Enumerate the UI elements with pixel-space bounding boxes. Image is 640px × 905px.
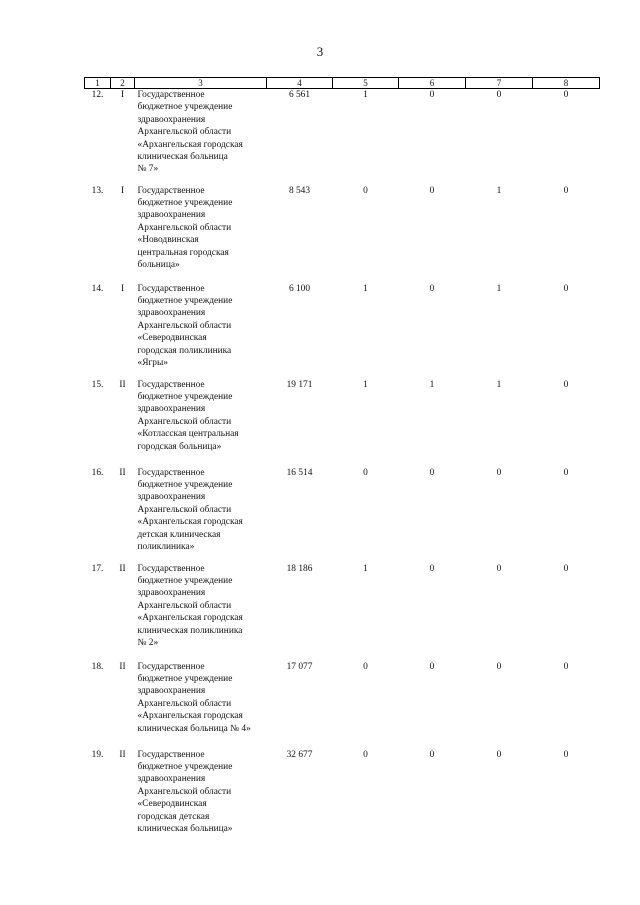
value-cell-col5: 0 bbox=[363, 661, 368, 672]
institution-name-line: клиническая больница» bbox=[137, 823, 233, 834]
value-cell-col8: 0 bbox=[563, 185, 569, 196]
institution-name-line: № 7» bbox=[137, 164, 159, 175]
facility-table bbox=[84, 77, 600, 847]
value-cell-col5: 0 bbox=[363, 467, 368, 478]
header-row bbox=[85, 78, 600, 89]
population-cell: 19 171 bbox=[286, 379, 313, 390]
institution-name-line: здравоохранения bbox=[137, 210, 206, 221]
institution-name-line: городская детская bbox=[137, 811, 210, 822]
value-cell-col7: 0 bbox=[496, 749, 502, 760]
value-cell-col8: 0 bbox=[563, 467, 569, 478]
table-body bbox=[85, 89, 600, 847]
value-cell-col7: 1 bbox=[496, 283, 502, 294]
value-cell-col5: 1 bbox=[363, 563, 368, 574]
institution-name-line: Государственное bbox=[137, 283, 205, 294]
value-cell-col6: 0 bbox=[429, 283, 435, 294]
institution-name-line: «Северодвинская bbox=[137, 333, 207, 344]
value-cell-col6: 0 bbox=[429, 563, 435, 574]
institution-name-line: Архангельской области bbox=[137, 127, 232, 138]
table-row bbox=[85, 379, 600, 467]
table-row bbox=[85, 661, 600, 749]
row-number: 17. bbox=[91, 563, 104, 574]
value-cell-col5: 0 bbox=[363, 185, 368, 196]
value-cell-col5: 0 bbox=[363, 749, 368, 760]
value-cell-col8: 0 bbox=[563, 379, 569, 390]
institution-name-line: клиническая поликлиника bbox=[137, 625, 243, 636]
institution-name-line: Архангельской области bbox=[137, 504, 232, 515]
value-cell-col7: 0 bbox=[496, 563, 502, 574]
column-header: 6 bbox=[399, 78, 466, 89]
population-cell: 32 677 bbox=[286, 749, 313, 760]
row-number: 13. bbox=[91, 185, 104, 196]
column-header: 3 bbox=[135, 78, 267, 89]
institution-name-line: Архангельской области bbox=[137, 698, 232, 709]
institution-name-line: бюджетное учреждение bbox=[137, 295, 233, 306]
institution-name-line: Архангельской области bbox=[137, 416, 232, 427]
institution-name-line: бюджетное учреждение bbox=[137, 479, 233, 490]
category-cell: II bbox=[119, 749, 126, 760]
institution-name-cell bbox=[135, 89, 267, 185]
table-row bbox=[85, 563, 600, 661]
institution-name-line: здравоохранения bbox=[137, 114, 206, 125]
value-cell-col5: 1 bbox=[363, 283, 368, 294]
table-row bbox=[85, 283, 600, 379]
value-cell-col6: 0 bbox=[429, 90, 435, 100]
column-header: 8 bbox=[533, 78, 600, 89]
table-row bbox=[85, 467, 600, 563]
value-cell-col7: 0 bbox=[496, 661, 502, 672]
value-cell-col8: 0 bbox=[563, 283, 569, 294]
value-cell-col6: 0 bbox=[429, 467, 435, 478]
institution-name-line: здравоохранения bbox=[137, 308, 206, 319]
column-header: 7 bbox=[466, 78, 533, 89]
row-number: 12. bbox=[91, 90, 104, 100]
institution-name-line: здравоохранения bbox=[137, 492, 206, 503]
institution-name-line: здравоохранения bbox=[137, 774, 206, 785]
row-number: 19. bbox=[91, 749, 104, 760]
population-cell: 18 186 bbox=[286, 563, 313, 574]
institution-name-cell bbox=[135, 563, 267, 661]
institution-name-cell bbox=[135, 661, 267, 749]
institution-name-line: Архангельской области bbox=[137, 600, 232, 611]
institution-name-line: больница» bbox=[137, 259, 180, 270]
table-header bbox=[85, 78, 600, 89]
table-row bbox=[85, 749, 600, 847]
row-number: 18. bbox=[91, 661, 104, 672]
category-cell: I bbox=[120, 283, 125, 294]
institution-name-line: детская клиническая bbox=[137, 529, 221, 540]
institution-name-line: клиническая больница № 4» bbox=[137, 723, 251, 734]
table-row bbox=[85, 185, 600, 283]
column-header: 2 bbox=[111, 78, 135, 89]
page-number: 3 bbox=[316, 44, 324, 59]
value-cell-col6: 0 bbox=[429, 185, 435, 196]
category-cell: II bbox=[119, 563, 126, 574]
institution-name-line: Государственное bbox=[137, 90, 205, 100]
institution-name-line: «Архангельская городская bbox=[137, 613, 243, 624]
category-cell: I bbox=[120, 185, 125, 196]
institution-name-line: Архангельской области bbox=[137, 786, 232, 797]
row-number: 15. bbox=[91, 379, 104, 390]
institution-name-line: «Ягры» bbox=[137, 357, 168, 368]
column-header: 5 bbox=[333, 78, 399, 89]
institution-name-line: «Архангельская городская bbox=[137, 139, 243, 150]
institution-name-line: «Архангельская городская bbox=[137, 517, 243, 528]
institution-name-line: «Архангельская городская bbox=[137, 711, 243, 722]
institution-name-cell bbox=[135, 749, 267, 847]
category-cell: II bbox=[119, 379, 126, 390]
value-cell-col7: 0 bbox=[496, 90, 502, 100]
population-cell: 6 100 bbox=[288, 283, 311, 294]
value-cell-col5: 1 bbox=[363, 90, 368, 100]
institution-name-line: бюджетное учреждение bbox=[137, 761, 233, 772]
value-cell-col6: 1 bbox=[429, 379, 435, 390]
institution-name-line: Архангельской области bbox=[137, 320, 232, 331]
institution-name-line: «Новодвинская bbox=[137, 235, 199, 246]
column-header: 4 bbox=[267, 78, 333, 89]
table-row bbox=[85, 89, 600, 185]
institution-name-line: городская больница» bbox=[137, 441, 222, 452]
category-cell: I bbox=[120, 90, 125, 100]
institution-name-line: бюджетное учреждение bbox=[137, 102, 233, 113]
row-number: 14. bbox=[91, 283, 104, 294]
value-cell-col7: 0 bbox=[496, 467, 502, 478]
category-cell: II bbox=[119, 467, 126, 478]
value-cell-col8: 0 bbox=[563, 563, 569, 574]
institution-name-line: «Северодвинская bbox=[137, 799, 207, 810]
value-cell-col8: 0 bbox=[563, 661, 569, 672]
institution-name-line: Государственное bbox=[137, 467, 205, 478]
value-cell-col7: 1 bbox=[496, 379, 502, 390]
institution-name-line: Архангельской области bbox=[137, 222, 232, 233]
population-cell: 17 077 bbox=[286, 661, 313, 672]
institution-name-line: Государственное bbox=[137, 185, 205, 196]
institution-name-line: бюджетное учреждение bbox=[137, 673, 233, 684]
institution-name-line: центральная городская bbox=[137, 247, 229, 258]
value-cell-col8: 0 bbox=[563, 90, 569, 100]
value-cell-col6: 0 bbox=[429, 749, 435, 760]
institution-name-line: здравоохранения bbox=[137, 404, 206, 415]
value-cell-col7: 1 bbox=[496, 185, 502, 196]
institution-name-line: Государственное bbox=[137, 661, 205, 672]
institution-name-line: № 2» bbox=[137, 637, 159, 648]
value-cell-col5: 1 bbox=[363, 379, 368, 390]
institution-name-line: бюджетное учреждение bbox=[137, 197, 233, 208]
institution-name-line: Государственное bbox=[137, 379, 205, 390]
population-cell: 6 561 bbox=[288, 90, 311, 100]
population-cell: 16 514 bbox=[286, 467, 313, 478]
institution-name-line: поликлиника» bbox=[137, 541, 195, 552]
institution-name-line: городская поликлиника bbox=[137, 345, 232, 356]
institution-name-line: здравоохранения bbox=[137, 588, 206, 599]
institution-name-line: бюджетное учреждение bbox=[137, 391, 233, 402]
institution-name-line: клиническая больница bbox=[137, 152, 228, 163]
population-cell: 8 543 bbox=[288, 185, 311, 196]
institution-name-line: бюджетное учреждение bbox=[137, 575, 233, 586]
institution-name-cell bbox=[135, 379, 267, 467]
row-number: 16. bbox=[91, 467, 104, 478]
institution-name-cell bbox=[135, 467, 267, 563]
value-cell-col8: 0 bbox=[563, 749, 569, 760]
column-header: 1 bbox=[85, 78, 111, 89]
institution-name-line: Государственное bbox=[137, 749, 205, 760]
institution-name-line: здравоохранения bbox=[137, 686, 206, 697]
institution-name-line: «Котласская центральная bbox=[137, 429, 239, 440]
category-cell: II bbox=[119, 661, 126, 672]
institution-name-cell bbox=[135, 283, 267, 379]
institution-name-line: Государственное bbox=[137, 563, 205, 574]
institution-name-cell bbox=[135, 185, 267, 283]
value-cell-col6: 0 bbox=[429, 661, 435, 672]
